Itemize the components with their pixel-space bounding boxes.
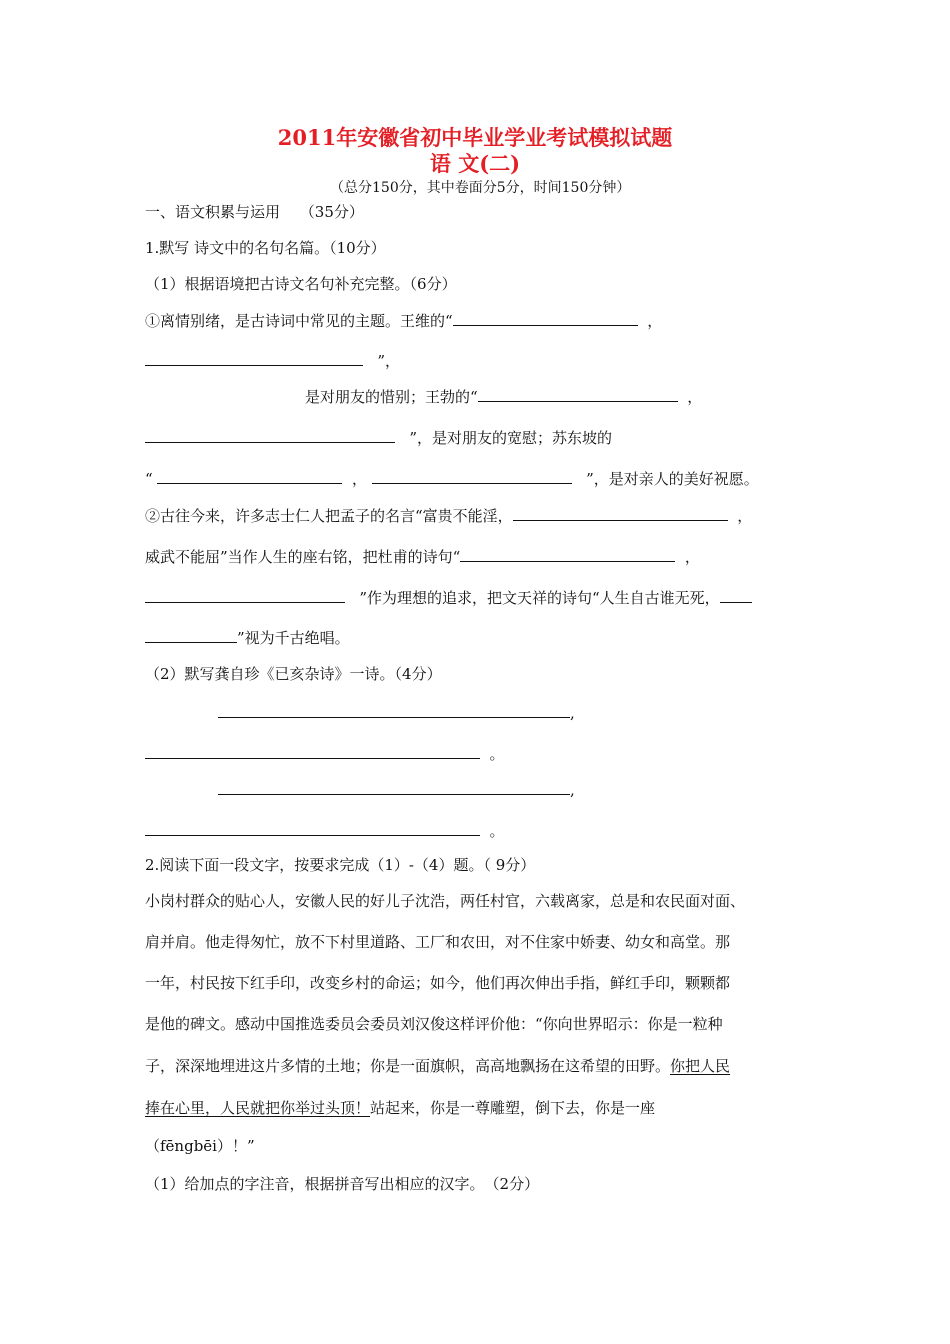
- passage-line: 肩并肩。他走得匆忙，放不下村里道路、工厂和农田，对不住家中娇妻、幼女和高堂。那: [145, 933, 731, 951]
- q1a-text-6: ”，是对朋友的宽慰；苏东坡的: [409, 429, 612, 447]
- q1-item-b-line-1: [145, 506, 752, 526]
- passage-line: 是他的碑文。感动中国推选委员会委员刘汉俊这样评价他：“你向世界昭示：你是一粒种: [145, 1015, 723, 1033]
- passage-text: 子，深深地埋进这片多情的土地；你是一面旗帜，高高地飘扬在这希望的田野。: [145, 1057, 671, 1075]
- answer-blank[interactable]: [145, 744, 480, 759]
- exam-subtitle: 语 文(二): [429, 151, 521, 176]
- q1a-text-2: ，: [647, 312, 663, 330]
- question-1: 1.默写 诗文中的名句名篇。（10分）: [145, 239, 386, 257]
- answer-blank[interactable]: [453, 311, 638, 326]
- answer-blank[interactable]: [145, 428, 395, 443]
- poem-line-1: [218, 703, 575, 723]
- poem-punct-1: ,: [570, 704, 575, 722]
- q1-item-a-line-1: [145, 311, 662, 331]
- q1a-text-8: ，: [352, 470, 368, 488]
- answer-blank[interactable]: [145, 821, 480, 836]
- passage-line: [145, 1098, 655, 1118]
- answer-blank[interactable]: [478, 387, 678, 402]
- passage-line: [145, 1056, 730, 1076]
- q1a-text-7: “: [145, 470, 153, 488]
- question-1-part-2: （2）默写龚自珍《已亥杂诗》一诗。（4分）: [145, 665, 442, 683]
- q1-item-a-line-4: [145, 428, 612, 448]
- underlined-sentence: 捧在心里，人民就把你举过头顶！: [145, 1099, 371, 1117]
- q1b-text-3: 威武不能屈”当作人生的座右铭，把杜甫的诗句“: [145, 548, 461, 566]
- passage-line: （fēngbēi）！”: [145, 1137, 255, 1155]
- q1-item-b-line-3: [145, 588, 752, 608]
- q1b-text-2: ，: [737, 507, 753, 525]
- answer-blank[interactable]: [460, 547, 675, 562]
- q1a-text-4: 是对朋友的惜别；王勃的“: [305, 388, 478, 406]
- passage-text: 站起来，你是一尊雕塑，倒下去，你是一座: [370, 1099, 656, 1117]
- question-2: 2.阅读下面一段文字，按要求完成（1）-（4）题。（ 9分）: [145, 856, 536, 874]
- answer-blank[interactable]: [218, 780, 570, 795]
- q1-item-a-line-5: [145, 469, 759, 489]
- section-heading: 一、语文积累与运用 （35分）: [145, 203, 364, 221]
- q1-item-a-line-2: [145, 351, 400, 371]
- answer-blank[interactable]: [145, 628, 237, 643]
- answer-blank[interactable]: [157, 469, 342, 484]
- q1b-text-4: ，: [684, 548, 700, 566]
- q1-item-b-line-2: [145, 547, 700, 567]
- passage-line: 小岗村群众的贴心人，安徽人民的好儿子沈浩，两任村官，六载离家，总是和农民面对面、: [145, 892, 746, 910]
- answer-blank[interactable]: [145, 351, 363, 366]
- q1a-text-1: ①离情别绪，是古诗词中常见的主题。王维的“: [145, 312, 453, 330]
- answer-blank[interactable]: [372, 469, 572, 484]
- question-1-part-1: （1）根据语境把古诗文名句补充完整。（6分）: [145, 275, 457, 293]
- question-2-part-1: （1）给加点的字注音，根据拼音写出相应的汉字。 （2分）: [145, 1175, 540, 1193]
- underlined-sentence: 你把人民: [670, 1057, 731, 1075]
- poem-line-4: [145, 821, 505, 841]
- q1b-text-6: ”视为千古绝唱。: [237, 629, 350, 647]
- q1a-text-9: ”，是对亲人的美好祝愿。: [586, 470, 759, 488]
- q1a-text-5: ，: [687, 388, 703, 406]
- score-note: （总分150分，其中卷面分5分，时间150分钟）: [330, 180, 631, 196]
- answer-blank[interactable]: [720, 588, 752, 603]
- poem-punct-4: 。: [489, 822, 505, 840]
- answer-blank[interactable]: [145, 588, 345, 603]
- poem-line-2: [145, 744, 505, 764]
- q1b-text-1: ②古往今来，许多志士仁人把孟子的名言“富贵不能淫，: [145, 507, 513, 525]
- exam-title: 2011年安徽省初中毕业学业考试模拟试题: [277, 125, 673, 150]
- q1-item-a-line-3: [305, 387, 702, 407]
- poem-line-3: [218, 780, 575, 800]
- q1a-text-3: ”，: [377, 352, 400, 370]
- answer-blank[interactable]: [218, 703, 570, 718]
- poem-punct-3: ,: [570, 781, 575, 799]
- passage-line: 一年，村民按下红手印，改变乡村的命运；如今，他们再次伸出手指，鲜红手印，颗颗都: [145, 974, 731, 992]
- q1-item-b-line-4: [145, 628, 350, 648]
- q1b-text-5: ”作为理想的追求，把文天祥的诗句“人生自古谁无死，: [359, 589, 720, 607]
- answer-blank[interactable]: [513, 506, 728, 521]
- poem-punct-2: 。: [489, 745, 505, 763]
